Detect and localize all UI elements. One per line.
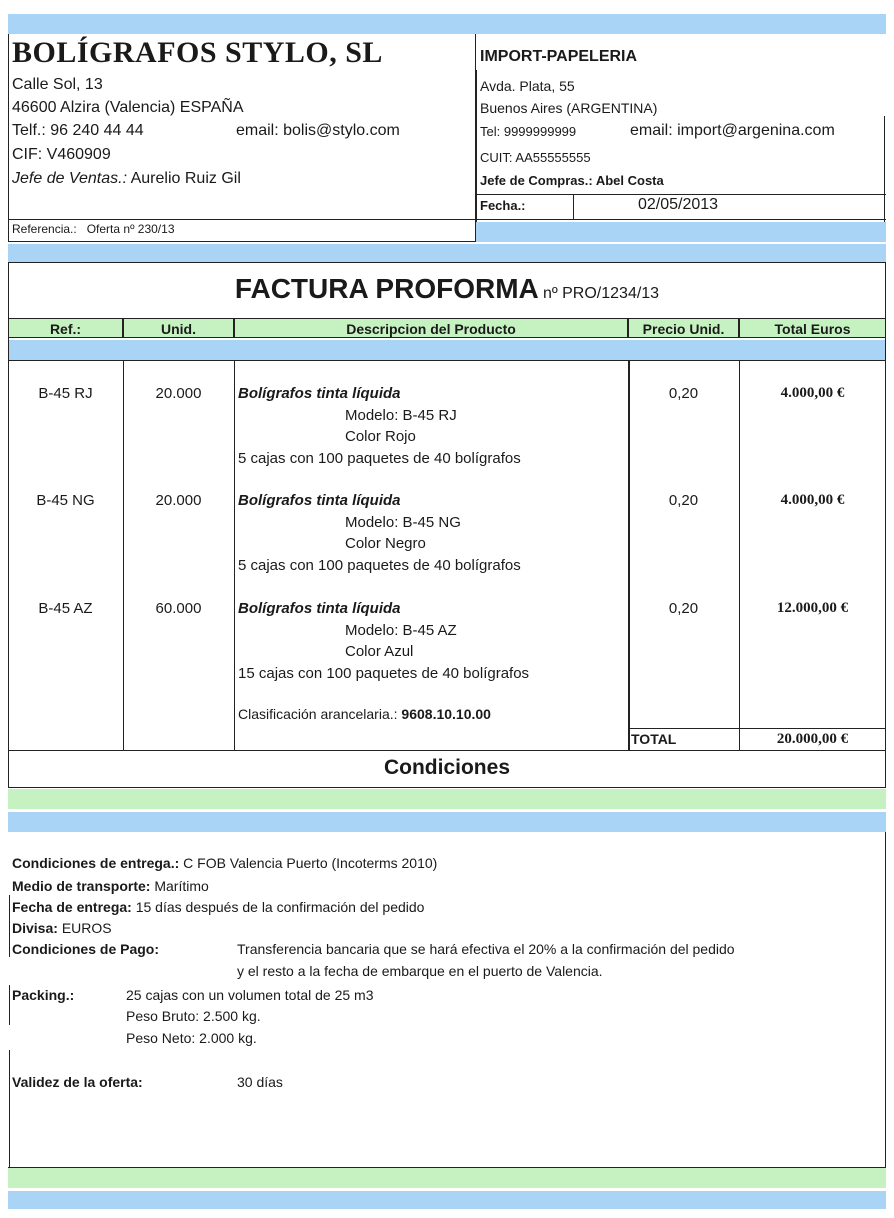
- validity-value: 30 días: [237, 1074, 283, 1090]
- row3-price: 0,20: [668, 600, 699, 617]
- row1-model: Modelo: B-45 RJ: [345, 407, 457, 424]
- currency: [12, 920, 112, 936]
- conditions-left-mark-3: [9, 1050, 10, 1168]
- delivery-date-label: Fecha de entrega:: [12, 899, 132, 915]
- row3-packing: 15 cajas con 100 paquetes de 40 bolígrafos: [238, 665, 530, 682]
- col-divider-2: [234, 360, 235, 750]
- row1-total: 4.000,00 €: [780, 385, 845, 401]
- buyer-address2: Buenos Aires (ARGENTINA): [480, 100, 658, 116]
- conditions-left-mark-2: [9, 985, 10, 1025]
- conditions-blue-band: [8, 812, 886, 832]
- delivery-conditions: [12, 855, 437, 871]
- row1-desc-title: Bolígrafos tinta líquida: [238, 385, 401, 402]
- col-divider-1: [123, 360, 124, 750]
- sales-manager-label: Jefe de Ventas.:: [12, 170, 128, 187]
- seller-reference: [12, 222, 175, 236]
- row3-total: 12.000,00 €: [776, 600, 849, 616]
- buyer-date-value: 02/05/2013: [638, 196, 719, 213]
- conditions-green-band: [8, 789, 886, 809]
- row2-units: 20.000: [155, 492, 202, 509]
- total-label: TOTAL: [631, 731, 677, 747]
- row1-packing: 5 cajas con 100 paquetes de 40 bolígrafos: [238, 450, 521, 467]
- row1-color: Color Rojo: [345, 428, 416, 445]
- row3-desc-title: Bolígrafos tinta líquida: [238, 600, 401, 617]
- row3-color: Color Azul: [345, 643, 414, 660]
- row1-ref: B-45 RJ: [38, 385, 93, 402]
- row2-packing: 5 cajas con 100 paquetes de 40 bolígrafos: [238, 557, 521, 574]
- conditions-left-mark-1: [9, 895, 10, 957]
- buyer-date-label: Fecha.:: [480, 198, 526, 213]
- row3-ref: B-45 AZ: [38, 600, 93, 617]
- seller-address1: Calle Sol, 13: [12, 76, 103, 93]
- tariff-code: 9608.10.10.00: [401, 706, 491, 722]
- col-divider-3: [628, 360, 630, 750]
- tariff-label: Clasificación arancelaria.:: [238, 706, 398, 722]
- delivery-date-value: 15 días después de la confirmación del pedido: [135, 899, 425, 915]
- buyer-purchase-manager: Jefe de Compras.: Abel Costa: [480, 173, 664, 188]
- footer-green-band: [8, 1168, 886, 1188]
- buyer-address1: Avda. Plata, 55: [480, 78, 575, 94]
- buyer-email: email: import@argenina.com: [630, 122, 835, 139]
- delivery-value: C FOB Valencia Puerto (Incoterms 2010): [183, 855, 438, 871]
- packing-line3: Peso Neto: 2.000 kg.: [126, 1030, 257, 1046]
- row2-ref: B-45 NG: [36, 492, 95, 509]
- header-ref: Ref.:: [8, 318, 123, 338]
- col-divider-4: [739, 360, 740, 750]
- header-units: Unid.: [123, 318, 234, 338]
- transport-label: Medio de transporte:: [12, 878, 151, 894]
- payment-label: Condiciones de Pago:: [12, 941, 160, 957]
- buyer-cuit: CUIT: AA55555555: [480, 150, 591, 165]
- row1-units: 20.000: [155, 385, 202, 402]
- buyer-date-divider-bottom: [476, 219, 886, 220]
- delivery-label: Condiciones de entrega.:: [12, 855, 180, 871]
- seller-sales-manager: [12, 170, 241, 188]
- seller-email: email: bolis@stylo.com: [236, 122, 400, 139]
- packing-line2: Peso Bruto: 2.500 kg.: [126, 1008, 261, 1024]
- buyer-name: IMPORT-PAPELERIA: [480, 48, 638, 65]
- buyer-date-divider-top: [476, 194, 886, 195]
- header-unit-price: Precio Unid.: [628, 318, 739, 338]
- row3-model: Modelo: B-45 AZ: [345, 622, 457, 639]
- invoice-number: nº PRO/1234/13: [542, 285, 660, 302]
- seller-name: BOLÍGRAFOS STYLO, SL: [12, 36, 383, 69]
- conditions-title: Condiciones: [383, 756, 510, 779]
- currency-label: Divisa:: [12, 920, 58, 936]
- table-body-bottom: [8, 750, 886, 751]
- buyer-right-border: [884, 116, 885, 222]
- delivery-date: [12, 899, 424, 915]
- total-row-top: [628, 728, 886, 729]
- buyer-phone: Tel: 9999999999: [480, 124, 577, 139]
- validity-label: Validez de la oferta:: [12, 1074, 143, 1090]
- payment-line1: Transferencia bancaria que se hará efectiva el 20% a la confirmación del pedido: [237, 941, 735, 957]
- row2-model: Modelo: B-45 NG: [345, 514, 461, 531]
- seller-ref-divider: [8, 219, 476, 220]
- transport-value: Marítimo: [154, 878, 209, 894]
- sales-manager-value: Aurelio Ruiz Gil: [130, 170, 241, 187]
- transport-mode: [12, 878, 209, 894]
- invoice-title: FACTURA PROFORMA: [234, 273, 539, 304]
- reference-label: Referencia.:: [12, 222, 77, 236]
- seller-cif: CIF: V460909: [12, 146, 111, 163]
- seller-phone: Telf.: 96 240 44 44: [12, 122, 144, 139]
- tariff-classification: [238, 706, 491, 722]
- table-body-top: [8, 360, 886, 361]
- row2-desc-title: Bolígrafos tinta líquida: [238, 492, 401, 509]
- footer-blue-band: [8, 1191, 886, 1209]
- seller-address2: 46600 Alzira (Valencia) ESPAÑA: [12, 99, 244, 116]
- reference-value: Oferta nº 230/13: [86, 222, 175, 236]
- invoice-title-row: [0, 273, 894, 305]
- header-total: Total Euros: [739, 318, 886, 338]
- row2-total: 4.000,00 €: [780, 492, 845, 508]
- packing-label: Packing.:: [12, 987, 75, 1003]
- packing-line1: 25 cajas con un volumen total de 25 m3: [126, 987, 374, 1003]
- top-band: [8, 14, 886, 34]
- row1-price: 0,20: [668, 385, 699, 402]
- row3-units: 60.000: [155, 600, 202, 617]
- header-bottom-band: [476, 222, 886, 242]
- row2-color: Color Negro: [345, 535, 426, 552]
- payment-line2: y el resto a la fecha de embarque en el puerto de Valencia.: [237, 963, 603, 979]
- total-value: 20.000,00 €: [776, 731, 849, 747]
- buyer-date-inner-divider: [573, 194, 574, 219]
- header-bottom-band-left: [8, 244, 886, 262]
- row2-price: 0,20: [668, 492, 699, 509]
- header-description: Descripcion del Producto: [234, 318, 628, 338]
- currency-value: EUROS: [61, 920, 112, 936]
- buyer-left-border: [476, 70, 477, 222]
